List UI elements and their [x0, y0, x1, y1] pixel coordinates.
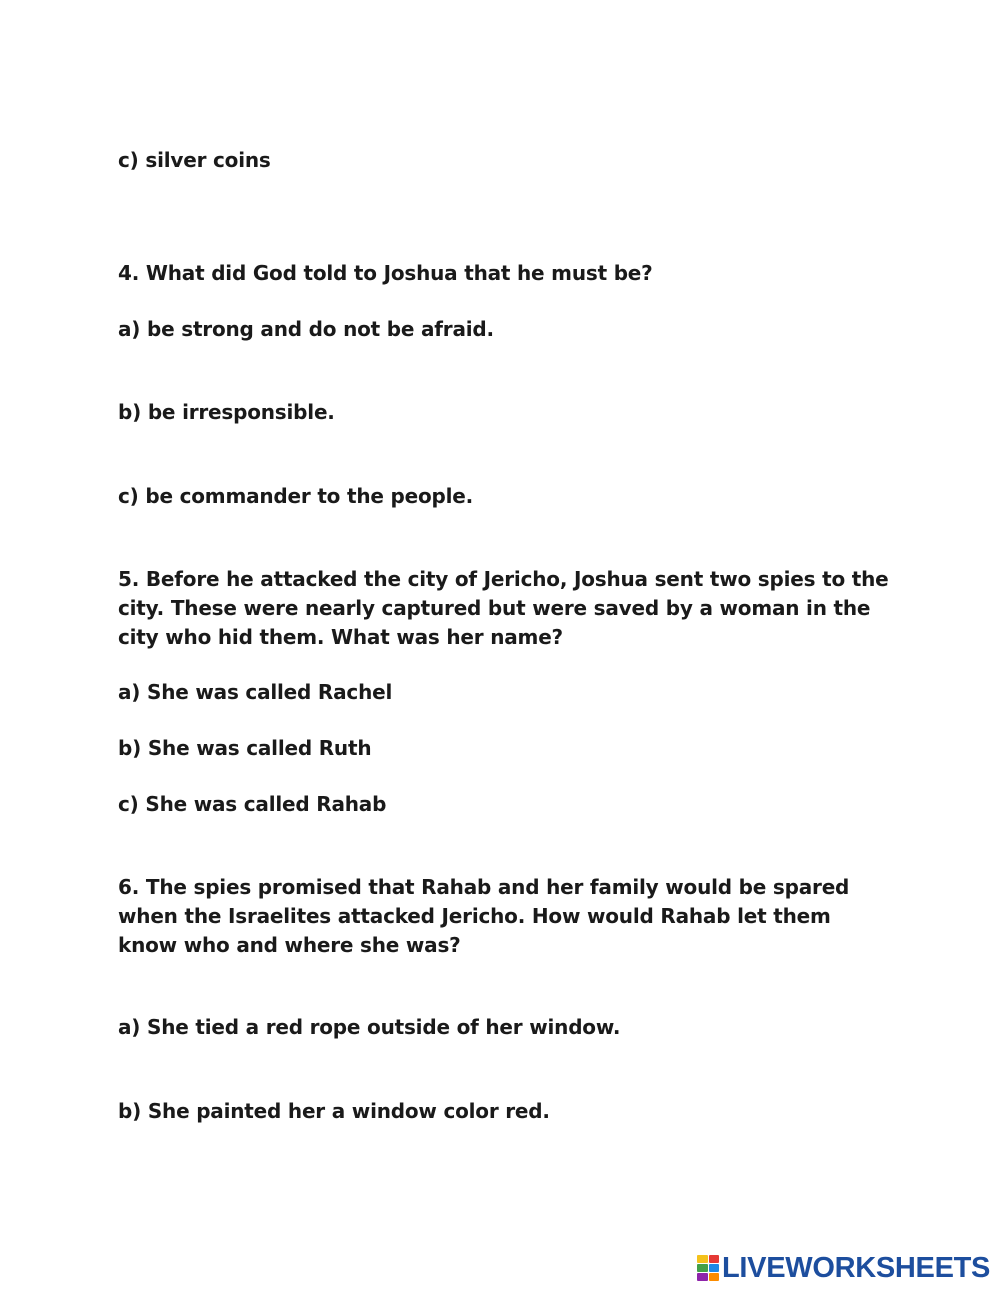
q4-option-a[interactable]: a) be strong and do not be afraid.: [118, 317, 494, 341]
q6-question: [118, 873, 898, 960]
q5-question-line: city. These were nearly captured but were saved by a woman in the: [118, 596, 871, 620]
q3-option-c[interactable]: c) silver coins: [118, 148, 271, 172]
q6-question-line: when the Israelites attacked Jericho. How would Rahab let them: [118, 904, 831, 928]
q6-option-a[interactable]: a) She tied a red rope outside of her window.: [118, 1015, 621, 1039]
q5-option-a[interactable]: a) She was called Rachel: [118, 680, 393, 704]
q6-question-line: 6. The spies promised that Rahab and her family would be spared: [118, 875, 850, 899]
q5-question-line: city who hid them. What was her name?: [118, 625, 563, 649]
q5-option-c[interactable]: c) She was called Rahab: [118, 792, 387, 816]
q4-option-b[interactable]: b) be irresponsible.: [118, 400, 335, 424]
q5-option-b[interactable]: b) She was called Ruth: [118, 736, 372, 760]
liveworksheets-logo[interactable]: [697, 1253, 990, 1283]
q4-question: 4. What did God told to Joshua that he must be?: [118, 261, 653, 285]
q6-option-b[interactable]: b) She painted her a window color red.: [118, 1099, 550, 1123]
brand-name: LIVEWORKSHEETS: [722, 1252, 991, 1284]
q5-question: [118, 565, 898, 652]
liveworksheets-logo-icon: [697, 1255, 719, 1281]
q5-question-line: 5. Before he attacked the city of Jericho, Joshua sent two spies to the: [118, 567, 889, 591]
q4-option-c[interactable]: c) be commander to the people.: [118, 484, 474, 508]
q6-question-line: know who and where she was?: [118, 933, 461, 957]
